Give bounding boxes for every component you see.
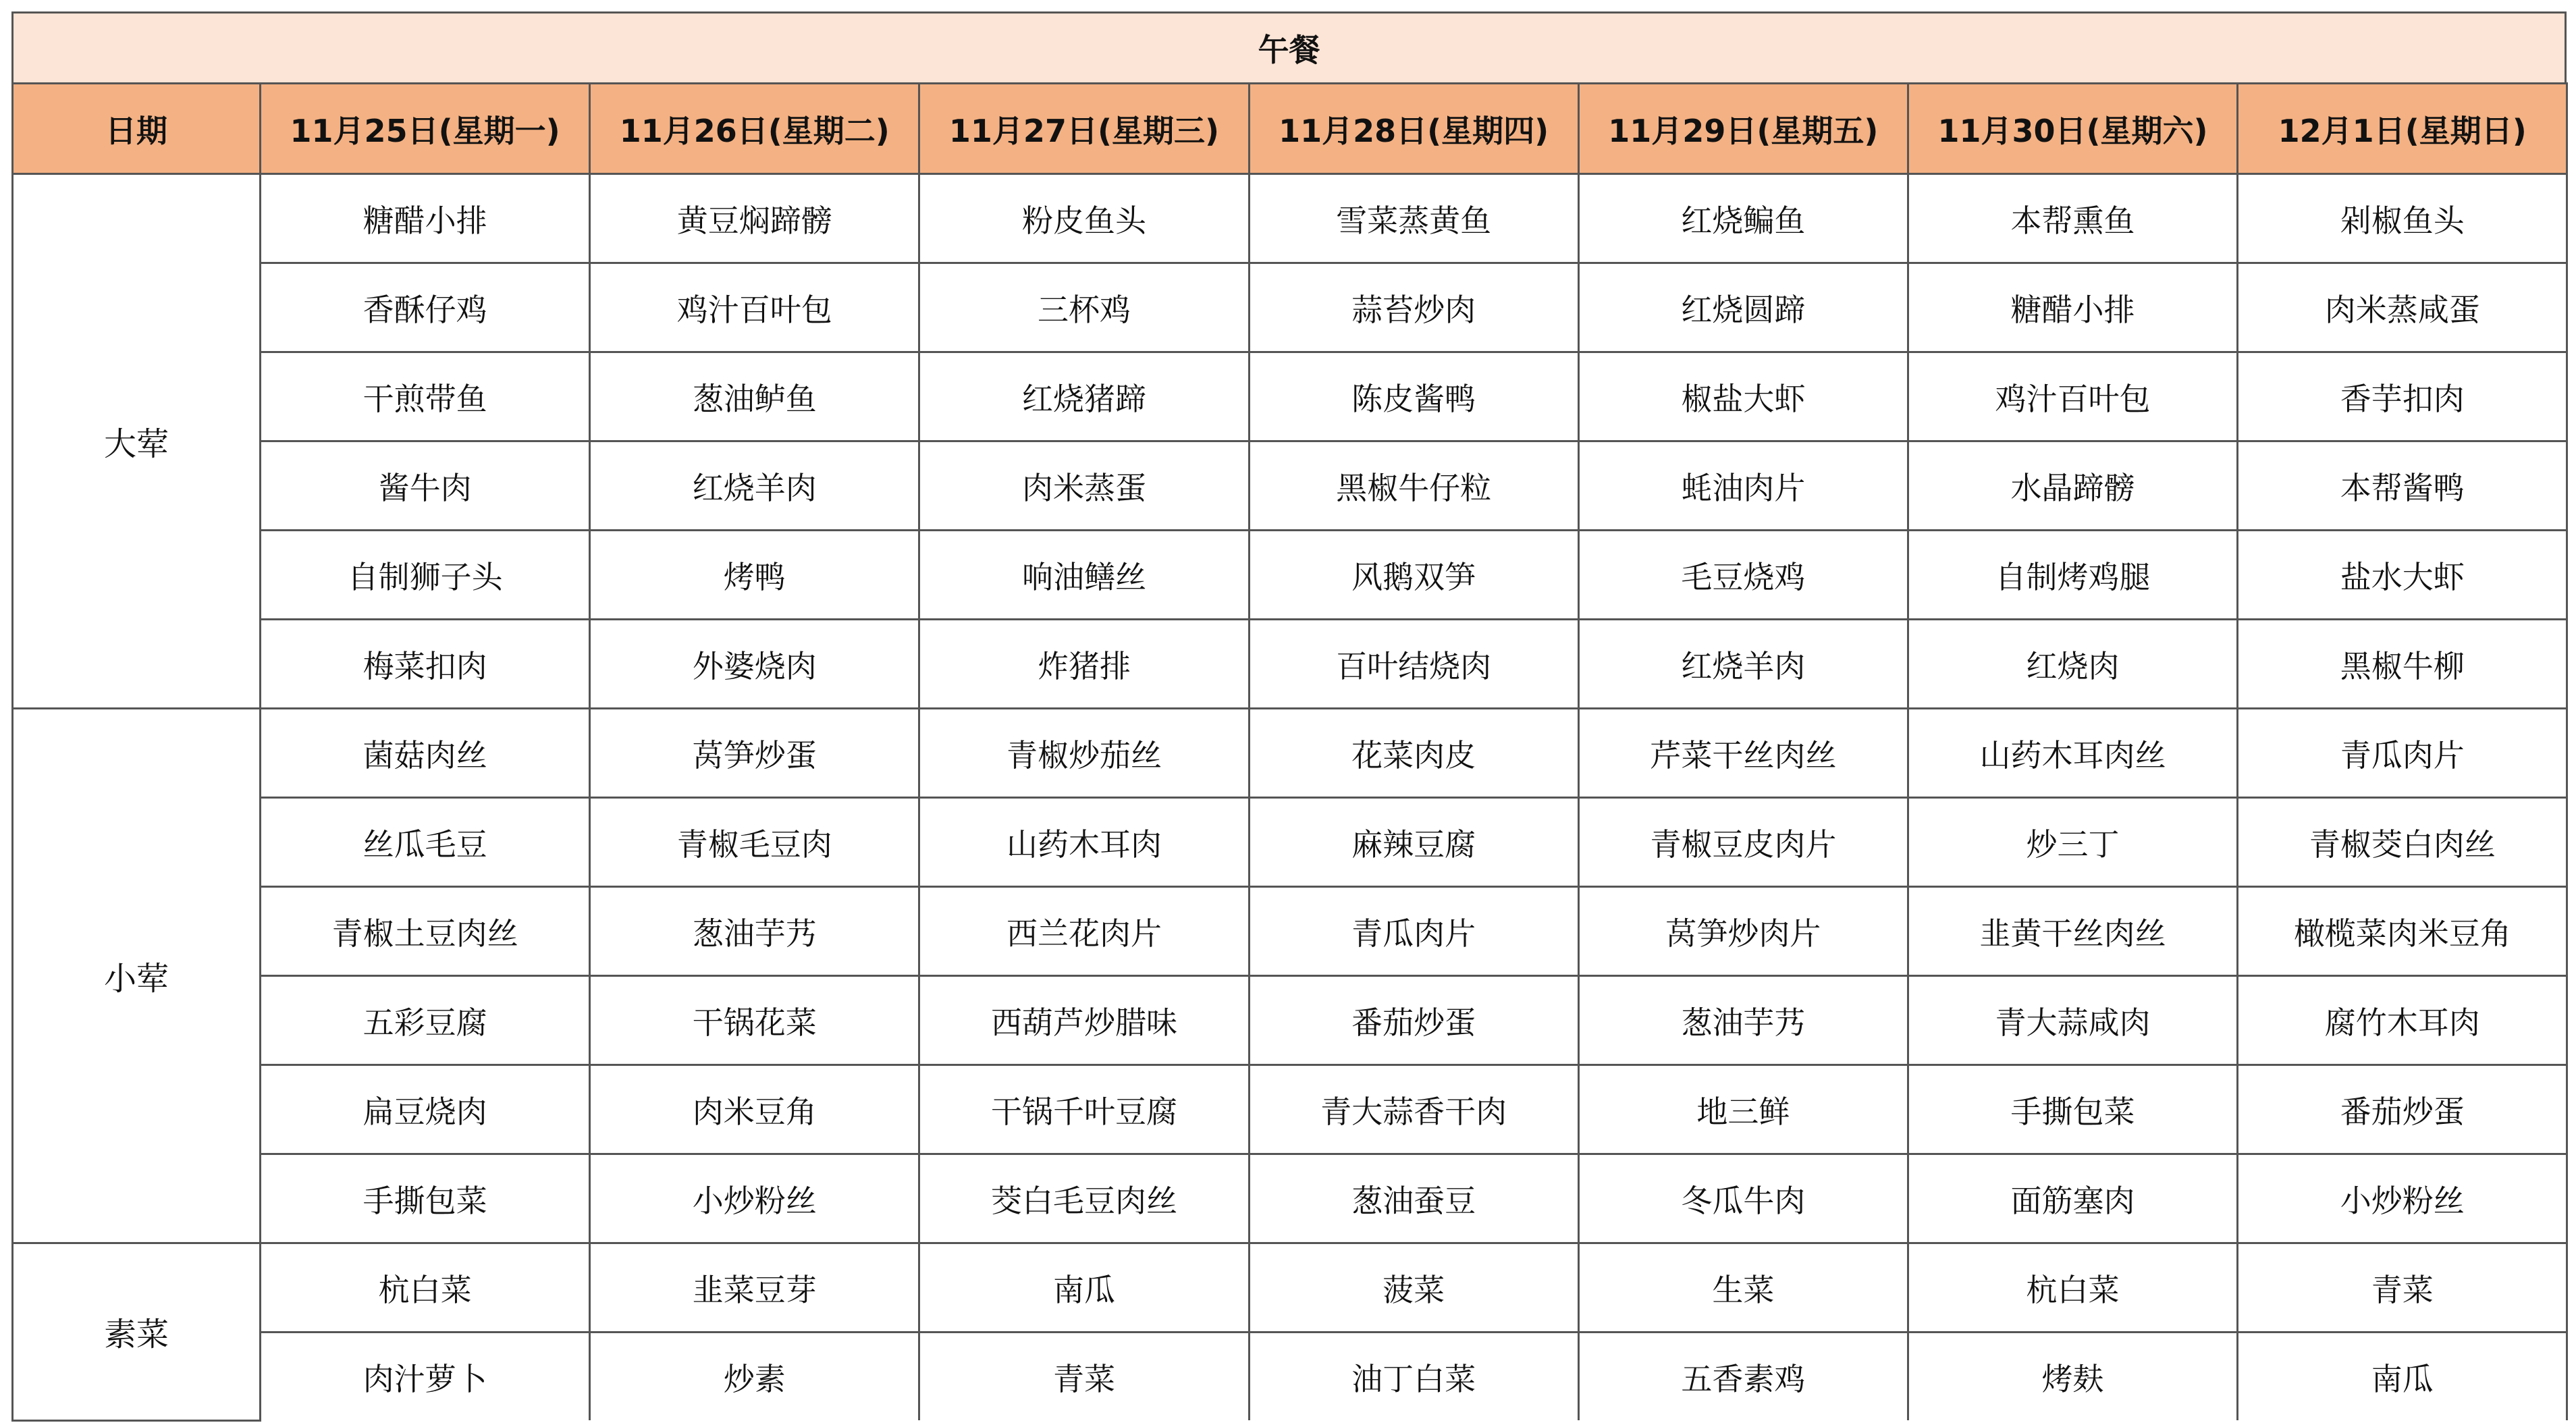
dish-cell: 水晶蹄髈 [1908,441,2237,531]
dish-cell: 干锅花菜 [590,976,919,1065]
dish-cell: 陈皮酱鸭 [1249,352,1578,441]
lunch-menu-sheet [11,11,2567,1422]
dish-cell: 青椒土豆肉丝 [261,887,590,976]
dish-cell: 红烧羊肉 [590,441,919,531]
dish-cell: 花菜肉皮 [1249,709,1578,798]
menu-row [13,620,2567,709]
menu-table [11,82,2568,1422]
menu-row [13,887,2567,976]
dish-cell: 杭白菜 [261,1243,590,1332]
dish-cell: 青瓜肉片 [2238,709,2567,798]
dish-cell: 百叶结烧肉 [1249,620,1578,709]
dish-cell: 鸡汁百叶包 [1908,352,2237,441]
dish-cell: 橄榄菜肉米豆角 [2238,887,2567,976]
dish-cell: 西兰花肉片 [919,887,1249,976]
dish-cell: 香酥仔鸡 [261,263,590,352]
dish-cell: 干锅千叶豆腐 [919,1065,1249,1154]
dish-cell: 梅菜扣肉 [261,620,590,709]
category-label: 大荤 [13,174,261,709]
dish-cell: 南瓜 [919,1243,1249,1332]
dish-cell: 山药木耳肉丝 [1908,709,2237,798]
dish-cell: 三杯鸡 [919,263,1249,352]
dish-cell: 山药木耳肉 [919,798,1249,887]
dish-cell: 红烧鳊鱼 [1578,174,1908,263]
day-header: 12月1日(星期日) [2238,84,2567,174]
dish-cell: 剁椒鱼头 [2238,174,2567,263]
dish-cell: 红烧圆蹄 [1578,263,1908,352]
menu-row [13,976,2567,1065]
dish-cell: 青椒炒茄丝 [919,709,1249,798]
dish-cell: 五香素鸡 [1578,1332,1908,1421]
dish-cell: 番茄炒蛋 [1249,976,1578,1065]
dish-cell: 手撕包菜 [1908,1065,2237,1154]
dish-cell: 糖醋小排 [1908,263,2237,352]
menu-title: 午餐 [11,11,2567,82]
date-label-header: 日期 [13,84,261,174]
dish-cell: 风鹅双笋 [1249,531,1578,620]
dish-cell: 本帮酱鸭 [2238,441,2567,531]
dish-cell: 黑椒牛柳 [2238,620,2567,709]
dish-cell: 黄豆焖蹄髈 [590,174,919,263]
dish-cell: 油丁白菜 [1249,1332,1578,1421]
menu-row [13,1332,2567,1421]
dish-cell: 盐水大虾 [2238,531,2567,620]
dish-cell: 炒素 [590,1332,919,1421]
dish-cell: 莴笋炒肉片 [1578,887,1908,976]
dish-cell: 蒜苔炒肉 [1249,263,1578,352]
dish-cell: 小炒粉丝 [2238,1154,2567,1243]
category-label: 小荤 [13,709,261,1243]
dish-cell: 红烧肉 [1908,620,2237,709]
dish-cell: 响油鳝丝 [919,531,1249,620]
dish-cell: 红烧羊肉 [1578,620,1908,709]
dish-cell: 杭白菜 [1908,1243,2237,1332]
dish-cell: 小炒粉丝 [590,1154,919,1243]
menu-row [13,531,2567,620]
dish-cell: 香芋扣肉 [2238,352,2567,441]
dish-cell: 腐竹木耳肉 [2238,976,2567,1065]
menu-row [13,352,2567,441]
dish-cell: 毛豆烧鸡 [1578,531,1908,620]
day-header: 11月28日(星期四) [1249,84,1578,174]
menu-row [13,709,2567,798]
dish-cell: 韭菜豆芽 [590,1243,919,1332]
dish-cell: 莴笋炒蛋 [590,709,919,798]
dish-cell: 酱牛肉 [261,441,590,531]
dish-cell: 鸡汁百叶包 [590,263,919,352]
dish-cell: 菠菜 [1249,1243,1578,1332]
dish-cell: 面筋塞肉 [1908,1154,2237,1243]
dish-cell: 葱油芋艿 [1578,976,1908,1065]
menu-row [13,174,2567,263]
dish-cell: 肉汁萝卜 [261,1332,590,1421]
dish-cell: 茭白毛豆肉丝 [919,1154,1249,1243]
menu-row [13,1243,2567,1332]
dish-cell: 雪菜蒸黄鱼 [1249,174,1578,263]
dish-cell: 丝瓜毛豆 [261,798,590,887]
dish-cell: 蚝油肉片 [1578,441,1908,531]
dish-cell: 青椒毛豆肉 [590,798,919,887]
dish-cell: 肉米豆角 [590,1065,919,1154]
dish-cell: 青大蒜香干肉 [1249,1065,1578,1154]
menu-row [13,798,2567,887]
menu-row [13,441,2567,531]
day-header: 11月29日(星期五) [1578,84,1908,174]
dish-cell: 南瓜 [2238,1332,2567,1421]
dish-cell: 青瓜肉片 [1249,887,1578,976]
menu-body [13,174,2567,1421]
dish-cell: 本帮熏鱼 [1908,174,2237,263]
dish-cell: 生菜 [1578,1243,1908,1332]
dish-cell: 番茄炒蛋 [2238,1065,2567,1154]
dish-cell: 糖醋小排 [261,174,590,263]
day-header: 11月26日(星期二) [590,84,919,174]
dish-cell: 韭黄干丝肉丝 [1908,887,2237,976]
dish-cell: 烤鸭 [590,531,919,620]
dish-cell: 麻辣豆腐 [1249,798,1578,887]
dish-cell: 肉米蒸蛋 [919,441,1249,531]
dish-cell: 黑椒牛仔粒 [1249,441,1578,531]
dish-cell: 手撕包菜 [261,1154,590,1243]
dish-cell: 葱油芋艿 [590,887,919,976]
dish-cell: 自制狮子头 [261,531,590,620]
dish-cell: 葱油蚕豆 [1249,1154,1578,1243]
dish-cell: 椒盐大虾 [1578,352,1908,441]
dish-cell: 干煎带鱼 [261,352,590,441]
menu-row [13,263,2567,352]
dish-cell: 烤麸 [1908,1332,2237,1421]
dish-cell: 芹菜干丝肉丝 [1578,709,1908,798]
menu-row [13,1154,2567,1243]
dish-cell: 粉皮鱼头 [919,174,1249,263]
date-header-row [13,84,2567,174]
dish-cell: 葱油鲈鱼 [590,352,919,441]
menu-row [13,1065,2567,1154]
dish-cell: 肉米蒸咸蛋 [2238,263,2567,352]
dish-cell: 菌菇肉丝 [261,709,590,798]
day-header: 11月27日(星期三) [919,84,1249,174]
dish-cell: 青椒豆皮肉片 [1578,798,1908,887]
dish-cell: 红烧猪蹄 [919,352,1249,441]
dish-cell: 青大蒜咸肉 [1908,976,2237,1065]
dish-cell: 青菜 [919,1332,1249,1421]
dish-cell: 青菜 [2238,1243,2567,1332]
dish-cell: 扁豆烧肉 [261,1065,590,1154]
dish-cell: 炸猪排 [919,620,1249,709]
dish-cell: 自制烤鸡腿 [1908,531,2237,620]
category-label: 素菜 [13,1243,261,1421]
dish-cell: 外婆烧肉 [590,620,919,709]
dish-cell: 炒三丁 [1908,798,2237,887]
day-header: 11月25日(星期一) [261,84,590,174]
dish-cell: 冬瓜牛肉 [1578,1154,1908,1243]
dish-cell: 西葫芦炒腊味 [919,976,1249,1065]
dish-cell: 五彩豆腐 [261,976,590,1065]
dish-cell: 地三鲜 [1578,1065,1908,1154]
dish-cell: 青椒茭白肉丝 [2238,798,2567,887]
day-header: 11月30日(星期六) [1908,84,2237,174]
